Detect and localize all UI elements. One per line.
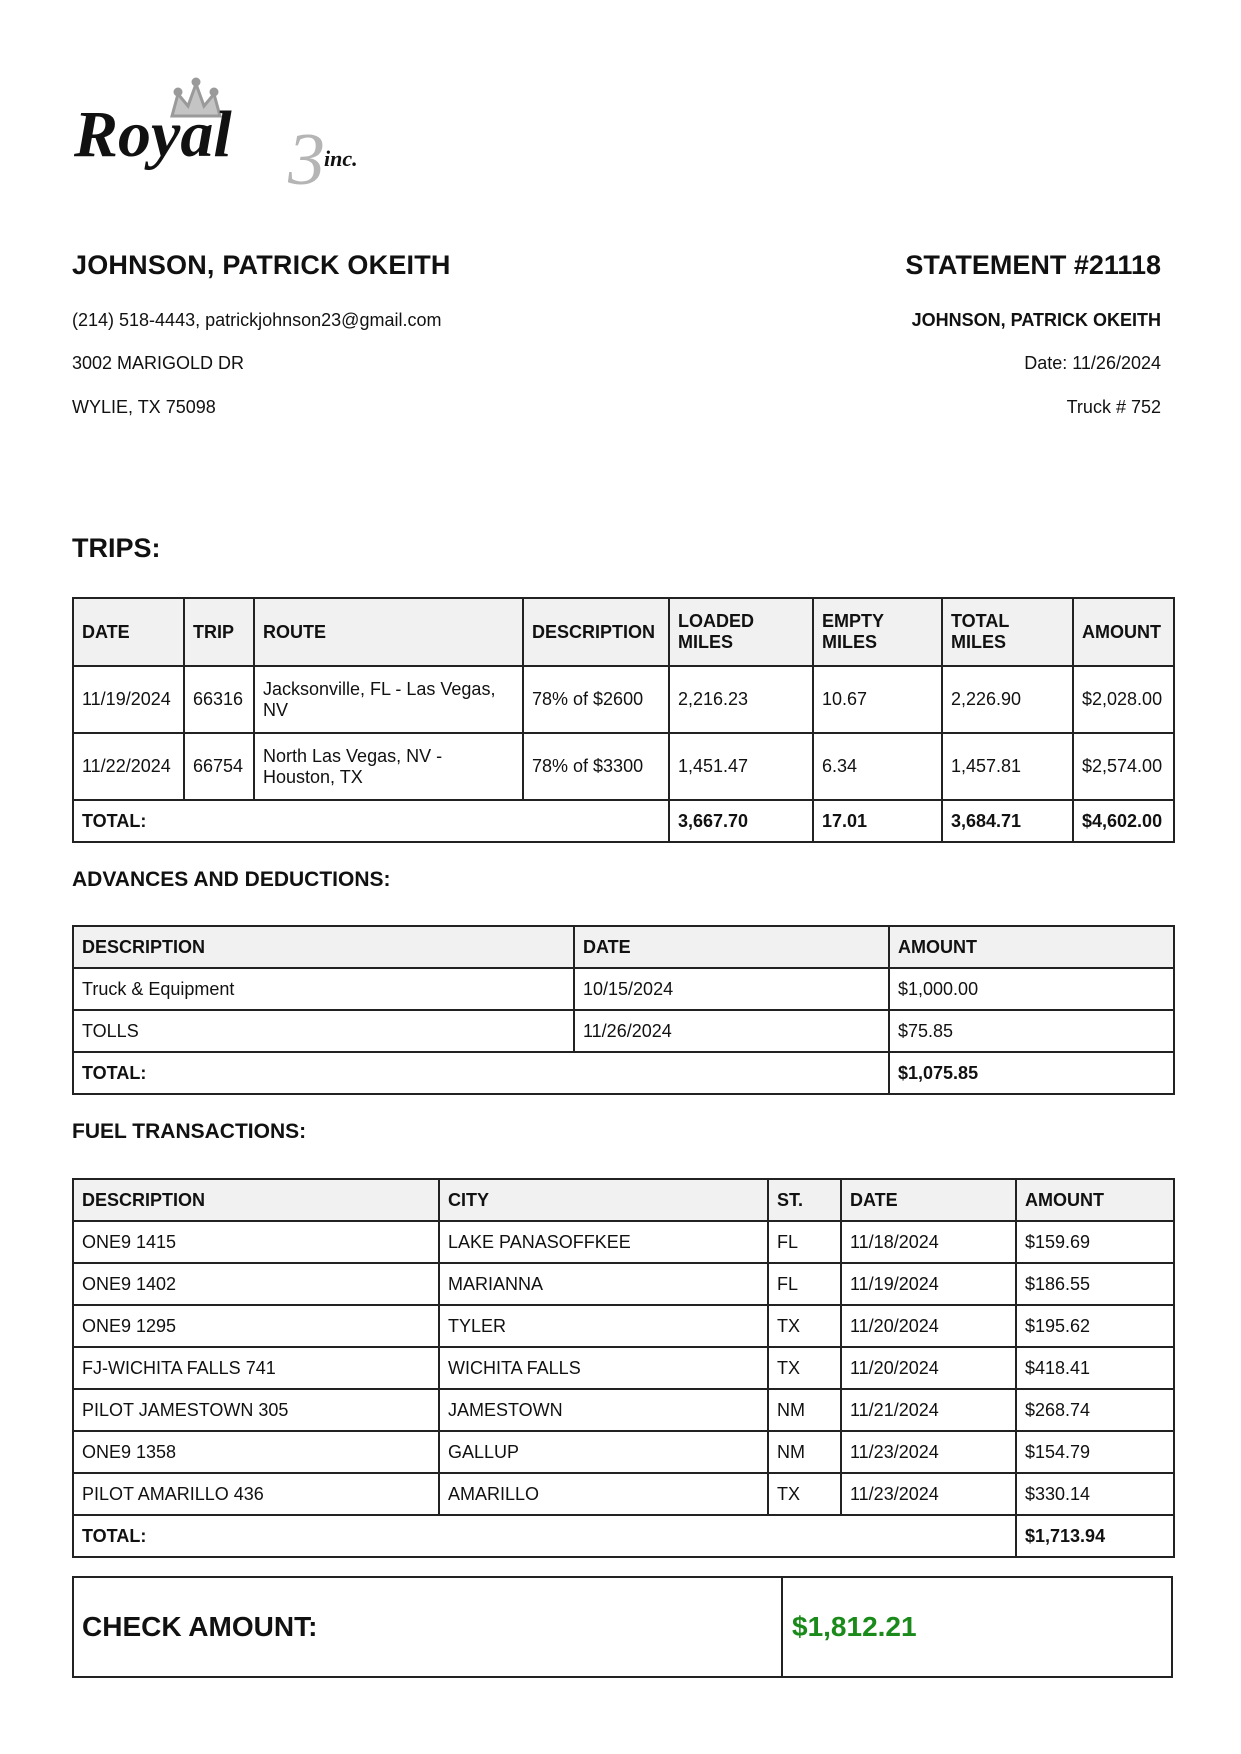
table-row: [73, 1305, 1174, 1347]
fuel-header-row: [73, 1179, 1174, 1221]
check-amount-value: $1,812.21: [792, 1611, 917, 1642]
advance-date: 11/26/2024: [574, 1010, 889, 1052]
col-header-city: CITY: [439, 1179, 768, 1221]
fuel-description: ONE9 1295: [73, 1305, 439, 1347]
trips-total-row: [73, 800, 1174, 842]
fuel-amount: $159.69: [1016, 1221, 1174, 1263]
table-row: [73, 1473, 1174, 1515]
fuel-date: 11/21/2024: [841, 1389, 1016, 1431]
trip-loaded-miles: 2,216.23: [669, 666, 813, 733]
driver-address-line1: 3002 MARIGOLD DR: [72, 353, 245, 373]
fuel-table: [72, 1178, 1175, 1558]
advance-amount: $75.85: [889, 1010, 1174, 1052]
trips-table: [72, 597, 1175, 843]
fuel-amount: $186.55: [1016, 1263, 1174, 1305]
advance-description: Truck & Equipment: [73, 968, 574, 1010]
logo-brand: Royal: [74, 98, 232, 171]
fuel-description: FJ-WICHITA FALLS 741: [73, 1347, 439, 1389]
fuel-amount: $330.14: [1016, 1473, 1174, 1515]
table-row: [73, 1389, 1174, 1431]
fuel-date: 11/20/2024: [841, 1347, 1016, 1389]
table-row: [73, 1010, 1174, 1052]
trips-total-loaded-miles: 3,667.70: [669, 800, 813, 842]
fuel-amount: $418.41: [1016, 1347, 1174, 1389]
advances-total-label: TOTAL:: [73, 1052, 889, 1094]
advance-description: TOLLS: [73, 1010, 574, 1052]
fuel-state: NM: [768, 1389, 841, 1431]
col-header-total-miles: TOTAL MILES: [942, 598, 1073, 666]
trips-total-empty-miles: 17.01: [813, 800, 942, 842]
trip-empty-miles: 6.34: [813, 733, 942, 800]
trip-number: 66754: [184, 733, 254, 800]
col-header-description: DESCRIPTION: [73, 926, 574, 968]
advance-date: 10/15/2024: [574, 968, 889, 1010]
fuel-date: 11/23/2024: [841, 1431, 1016, 1473]
fuel-city: GALLUP: [439, 1431, 768, 1473]
statement-title: STATEMENT #21118: [905, 250, 1161, 280]
col-header-date: DATE: [841, 1179, 1016, 1221]
col-header-amount: AMOUNT: [889, 926, 1174, 968]
statement-date: Date: 11/26/2024: [1024, 353, 1161, 373]
fuel-city: JAMESTOWN: [439, 1389, 768, 1431]
advances-total-row: [73, 1052, 1174, 1094]
logo-number: 3: [288, 119, 325, 194]
fuel-state: TX: [768, 1473, 841, 1515]
fuel-state: FL: [768, 1221, 841, 1263]
trips-total-label: TOTAL:: [73, 800, 669, 842]
table-row: [73, 1263, 1174, 1305]
trip-loaded-miles: 1,451.47: [669, 733, 813, 800]
driver-contact: (214) 518-4443, patrickjohnson23@gmail.com: [72, 310, 442, 330]
col-header-date: DATE: [574, 926, 889, 968]
fuel-date: 11/18/2024: [841, 1221, 1016, 1263]
trip-amount: $2,028.00: [1073, 666, 1174, 733]
col-header-description: DESCRIPTION: [73, 1179, 439, 1221]
fuel-state: TX: [768, 1305, 841, 1347]
trip-date: 11/19/2024: [73, 666, 184, 733]
col-header-amount: AMOUNT: [1016, 1179, 1174, 1221]
trip-description: 78% of $3300: [523, 733, 669, 800]
fuel-total-amount: $1,713.94: [1016, 1515, 1174, 1557]
fuel-total-label: TOTAL:: [73, 1515, 1016, 1557]
check-amount-box: [72, 1576, 1173, 1678]
trips-title: TRIPS:: [72, 533, 161, 563]
trip-route: North Las Vegas, NV - Houston, TX: [254, 733, 523, 800]
logo-suffix: inc.: [324, 146, 358, 171]
statement-truck: Truck # 752: [1066, 397, 1161, 417]
col-header-empty-miles: EMPTY MILES: [813, 598, 942, 666]
fuel-city: MARIANNA: [439, 1263, 768, 1305]
fuel-city: TYLER: [439, 1305, 768, 1347]
fuel-description: ONE9 1358: [73, 1431, 439, 1473]
trip-amount: $2,574.00: [1073, 733, 1174, 800]
col-header-route: ROUTE: [254, 598, 523, 666]
check-amount-label: CHECK AMOUNT:: [74, 1578, 783, 1676]
col-header-trip: TRIP: [184, 598, 254, 666]
trip-empty-miles: 10.67: [813, 666, 942, 733]
trip-number: 66316: [184, 666, 254, 733]
col-header-description: DESCRIPTION: [523, 598, 669, 666]
trip-total-miles: 2,226.90: [942, 666, 1073, 733]
fuel-amount: $154.79: [1016, 1431, 1174, 1473]
fuel-date: 11/23/2024: [841, 1473, 1016, 1515]
fuel-description: ONE9 1415: [73, 1221, 439, 1263]
fuel-description: ONE9 1402: [73, 1263, 439, 1305]
fuel-city: WICHITA FALLS: [439, 1347, 768, 1389]
fuel-city: LAKE PANASOFFKEE: [439, 1221, 768, 1263]
fuel-state: NM: [768, 1431, 841, 1473]
fuel-description: PILOT JAMESTOWN 305: [73, 1389, 439, 1431]
advances-table: [72, 925, 1175, 1095]
company-logo: [74, 76, 394, 194]
fuel-state: TX: [768, 1347, 841, 1389]
trips-total-total-miles: 3,684.71: [942, 800, 1073, 842]
advance-amount: $1,000.00: [889, 968, 1174, 1010]
fuel-city: AMARILLO: [439, 1473, 768, 1515]
trip-total-miles: 1,457.81: [942, 733, 1073, 800]
trips-header-row: [73, 598, 1174, 666]
driver-name: JOHNSON, PATRICK OKEITH: [72, 250, 451, 280]
fuel-date: 11/19/2024: [841, 1263, 1016, 1305]
table-row: [73, 666, 1174, 733]
driver-address-line2: WYLIE, TX 75098: [72, 397, 216, 417]
advances-header-row: [73, 926, 1174, 968]
advances-title: ADVANCES AND DEDUCTIONS:: [72, 868, 391, 891]
table-row: [73, 1347, 1174, 1389]
table-row: [73, 733, 1174, 800]
fuel-amount: $268.74: [1016, 1389, 1174, 1431]
col-header-amount: AMOUNT: [1073, 598, 1174, 666]
table-row: [73, 1221, 1174, 1263]
fuel-total-row: [73, 1515, 1174, 1557]
col-header-state: ST.: [768, 1179, 841, 1221]
trip-date: 11/22/2024: [73, 733, 184, 800]
fuel-state: FL: [768, 1263, 841, 1305]
fuel-title: FUEL TRANSACTIONS:: [72, 1120, 307, 1143]
trip-description: 78% of $2600: [523, 666, 669, 733]
fuel-description: PILOT AMARILLO 436: [73, 1473, 439, 1515]
trips-total-amount: $4,602.00: [1073, 800, 1174, 842]
statement-name: JOHNSON, PATRICK OKEITH: [911, 310, 1161, 330]
advances-total-amount: $1,075.85: [889, 1052, 1174, 1094]
col-header-date: DATE: [73, 598, 184, 666]
fuel-amount: $195.62: [1016, 1305, 1174, 1347]
fuel-date: 11/20/2024: [841, 1305, 1016, 1347]
trip-route: Jacksonville, FL - Las Vegas, NV: [254, 666, 523, 733]
table-row: [73, 968, 1174, 1010]
col-header-loaded-miles: LOADED MILES: [669, 598, 813, 666]
table-row: [73, 1431, 1174, 1473]
